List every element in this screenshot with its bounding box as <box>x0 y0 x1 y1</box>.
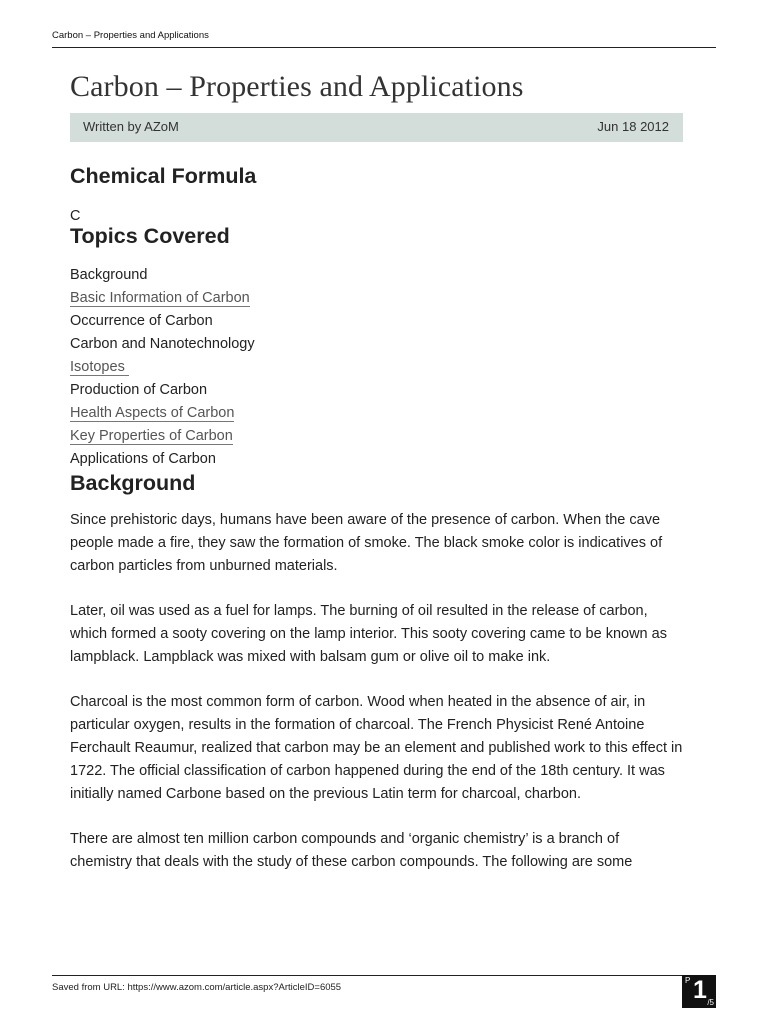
topics-list <box>70 264 684 471</box>
topic-link[interactable] <box>70 402 684 425</box>
background-paragraph: Since prehistoric days, humans have been aware of the presence of carbon. When the cave people made a fire, they saw the formation of smoke. The black smoke color is indicatives of carbon particles from unburned materials. <box>70 512 663 574</box>
topic-link[interactable] <box>70 425 684 448</box>
background-paragraph: Charcoal is the most common form of carbon. Wood when heated in the absence of air, in particular oxygen, results in the formation of charcoal. The French Physicist René Antoine Ferchault Reaumur, realized that carbon may be an element and published work to this effect in 1722. The official classification of carbon happened during the end of the 18th century. It was initially named Carbone based on the previous Latin term for charcoal, charbon. <box>70 694 683 802</box>
topic-label[interactable]: Key Properties of Carbon <box>70 428 233 444</box>
page-number-badge <box>682 975 716 1008</box>
topic-label: Background <box>70 267 148 283</box>
topic-item <box>70 448 684 471</box>
saved-from-url: Saved from URL: https://www.azom.com/article.aspx?ArticleID=6055 <box>52 982 342 993</box>
topic-item <box>70 333 684 356</box>
topic-label: Carbon and Nanotechnology <box>70 336 255 352</box>
background-paragraph: Later, oil was used as a fuel for lamps. The burning of oil resulted in the release of carbon, which formed a sooty covering on the lamp interior. This sooty covering came to be known as lampblack. Lampblack was mixed with balsam gum or olive oil to make ink. <box>70 603 667 665</box>
topic-item <box>70 379 684 402</box>
topics-heading: Topics Covered <box>70 224 230 248</box>
byline-bar <box>70 113 683 142</box>
formula-heading: Chemical Formula <box>70 164 257 188</box>
topic-label[interactable]: Basic Information of Carbon <box>70 290 250 306</box>
topic-label: Occurrence of Carbon <box>70 313 213 329</box>
topic-link[interactable] <box>70 356 684 379</box>
topic-link[interactable] <box>70 287 684 310</box>
topic-item <box>70 310 684 333</box>
page-number: 1 <box>693 976 707 1004</box>
page-total: /5 <box>707 998 714 1007</box>
running-header: Carbon – Properties and Applications <box>52 30 209 41</box>
topic-label[interactable]: Health Aspects of Carbon <box>70 405 235 421</box>
byline-date: Jun 18 2012 <box>597 119 669 134</box>
article-content <box>70 164 684 874</box>
footer-rule <box>52 975 682 976</box>
article-title: Carbon – Properties and Applications <box>70 70 524 103</box>
page-letter: P <box>685 976 691 985</box>
background-heading: Background <box>70 471 196 495</box>
background-paragraphs <box>70 509 684 874</box>
background-paragraph: There are almost ten million carbon compounds and ‘organic chemistry’ is a branch of chemistry that deals with the study of these carbon compounds. The following are some <box>70 831 633 870</box>
topic-label: Applications of Carbon <box>70 451 216 467</box>
header-rule <box>52 47 716 48</box>
topic-label: Production of Carbon <box>70 382 208 398</box>
topic-item <box>70 264 684 287</box>
formula-value: C <box>70 208 81 224</box>
byline-author: Written by AZoM <box>83 119 179 134</box>
topic-label[interactable]: Isotopes <box>70 359 129 375</box>
